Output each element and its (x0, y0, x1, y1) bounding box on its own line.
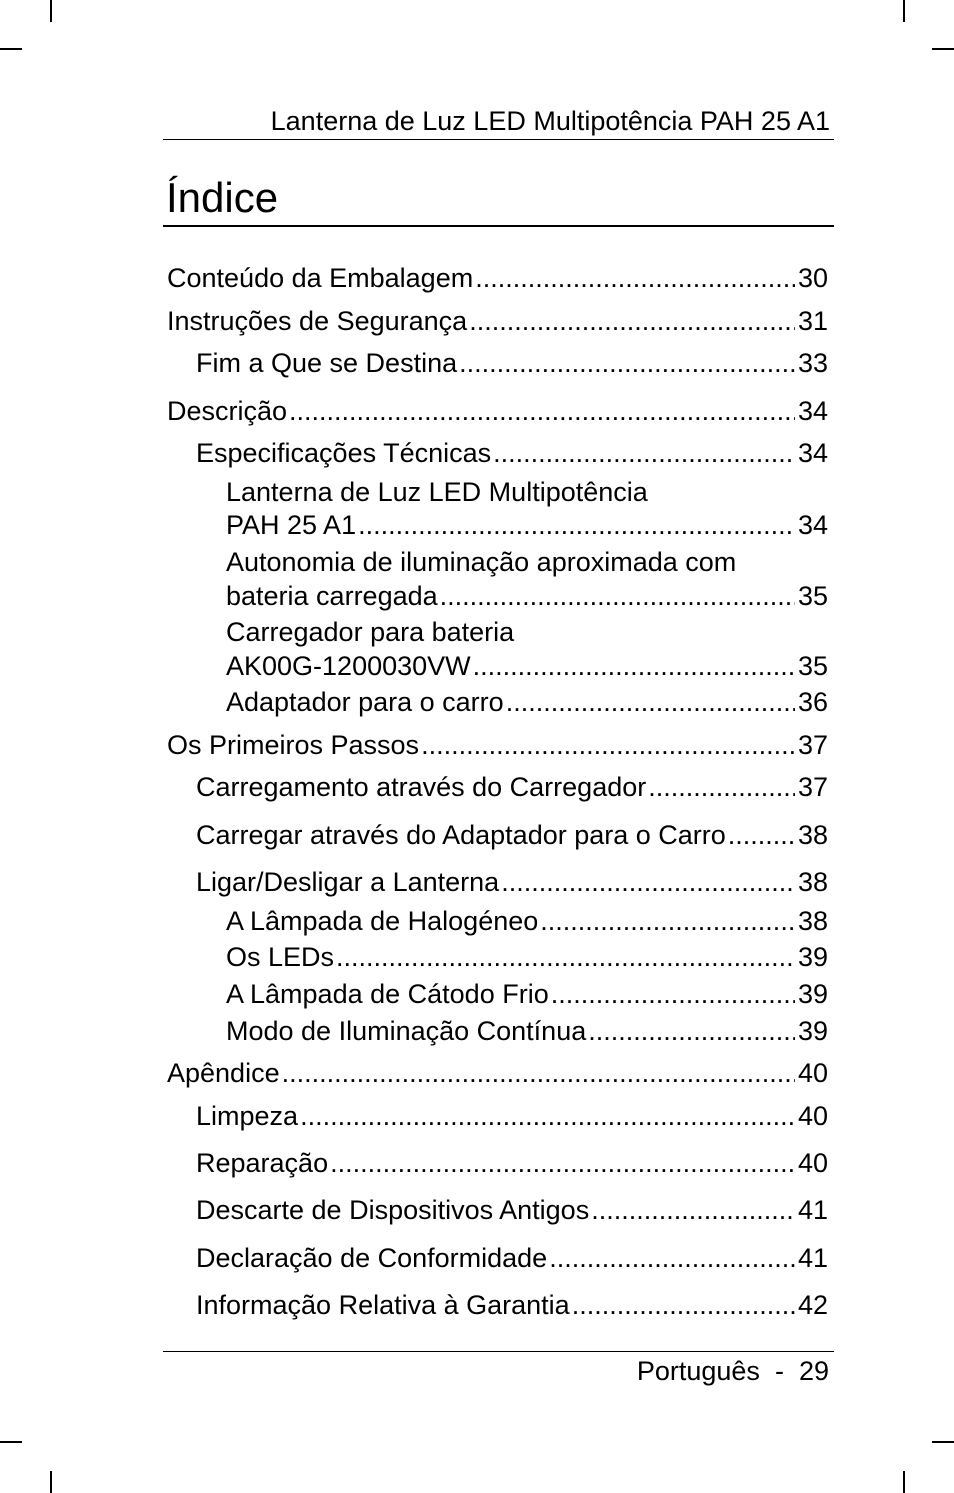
toc-entry-label: Os Primeiros Passos (167, 730, 420, 760)
toc-entry-label: Informação Relativa à Garantia (196, 1290, 570, 1320)
dot-leader (728, 818, 795, 852)
dot-leader (648, 770, 795, 804)
toc-entry-page: 39 (797, 979, 828, 1009)
toc-entry-page: 30 (797, 263, 828, 293)
toc-entry-lampada-catodo-frio[interactable] (226, 977, 828, 1011)
dot-leader (588, 1014, 795, 1048)
dot-leader (336, 940, 795, 974)
dot-leader (572, 1288, 795, 1322)
toc-entry-page: 31 (797, 306, 828, 336)
toc-entry-label: Carregar através do Adaptador para o Carro (196, 820, 726, 850)
footer-separator: - (774, 1356, 784, 1386)
toc-entry-label: Apêndice (167, 1058, 280, 1088)
toc-entry-label: Fim a Que se Destina (196, 348, 458, 378)
dot-leader (459, 346, 795, 380)
toc-entry-descricao[interactable] (167, 394, 828, 428)
dot-leader (501, 865, 795, 899)
toc-entry-label: Os LEDs (226, 942, 335, 972)
toc-entry-informacao-garantia[interactable] (196, 1288, 828, 1322)
toc-entry-label: Carregamento através do Carregador (196, 772, 647, 802)
toc-entry-page: 37 (797, 772, 828, 802)
toc-entry-label: Descrição (167, 396, 288, 426)
crop-mark-bottom-left (50, 1471, 52, 1493)
toc-entry-page: 42 (797, 1290, 828, 1320)
toc-entry-label: A Lâmpada de Cátodo Frio (226, 979, 549, 1009)
dot-leader (469, 304, 795, 338)
toc-entry-fim-a-que-se-destina[interactable] (196, 346, 828, 380)
toc-entry-os-leds[interactable] (226, 940, 828, 974)
toc-entry-label: Instruções de Segurança (167, 306, 468, 336)
toc-entry-page: 38 (797, 820, 828, 850)
toc-entry-page: 39 (797, 942, 828, 972)
dot-leader (300, 1099, 795, 1133)
footer-language: Português (636, 1356, 760, 1386)
toc-entry-page: 34 (797, 438, 828, 468)
toc-entry-lampada-halogeneo[interactable] (226, 904, 828, 938)
toc-entry-page: 38 (797, 906, 828, 936)
dot-leader (551, 977, 795, 1011)
title-rule (163, 225, 834, 227)
toc-entry-page: 40 (797, 1101, 828, 1131)
dot-leader (549, 1241, 795, 1275)
toc-entry-page: 41 (797, 1195, 828, 1225)
toc-entry-label: Reparação (196, 1148, 329, 1178)
toc-entry-instrucoes-de-seguranca[interactable] (167, 304, 828, 338)
toc-entry-autonomia-bateria[interactable] (226, 579, 828, 613)
dot-leader (358, 508, 795, 542)
dot-leader (330, 1146, 795, 1180)
toc-entry-label: Conteúdo da Embalagem (167, 263, 474, 293)
toc-entry-label: A Lâmpada de Halogéneo (226, 906, 539, 936)
toc-entry-carregamento-carregador[interactable] (196, 770, 828, 804)
running-header: Lanterna de Luz LED Multipotência PAH 25 A1 (270, 106, 830, 136)
toc-entry-label: AK00G-1200030VW (226, 651, 471, 681)
toc-entry-page: 38 (797, 867, 828, 897)
toc-entry-carregador-ak00g[interactable] (226, 649, 828, 683)
toc-entry-adaptador-para-o-carro[interactable] (226, 685, 828, 719)
toc-entry-label: Limpeza (196, 1101, 299, 1131)
crop-mark-bottom-right (903, 1471, 905, 1493)
toc-entry-label: Modo de Iluminação Contínua (226, 1016, 587, 1046)
dot-leader (473, 649, 795, 683)
footer-rule (163, 1351, 834, 1352)
toc-entry-conteudo-da-embalagem[interactable] (167, 261, 828, 295)
crop-mark-top-left (50, 0, 52, 22)
toc-entry-page: 34 (797, 510, 828, 540)
toc-entry-page: 40 (797, 1148, 828, 1178)
crop-mark-top-right (903, 0, 905, 22)
dot-leader (591, 1193, 795, 1227)
page-footer (637, 1354, 829, 1388)
toc-entry-label: Especificações Técnicas (196, 438, 492, 468)
toc-entry-label: Declaração de Conformidade (196, 1243, 548, 1273)
toc-entry-label: bateria carregada (226, 581, 438, 611)
toc-entry-label: Ligar/Desligar a Lanterna (196, 867, 500, 897)
toc-entry-page: 35 (797, 651, 828, 681)
crop-mark-top-left-h (0, 48, 22, 50)
toc-entry-declaracao-conformidade[interactable] (196, 1241, 828, 1275)
crop-mark-bottom-left-h (0, 1441, 22, 1443)
toc-entry-label: Adaptador para o carro (226, 687, 504, 717)
crop-mark-top-right-h (932, 48, 954, 50)
toc-entry-apendice[interactable] (167, 1056, 828, 1090)
page-title: Índice (166, 174, 279, 221)
dot-leader (440, 579, 795, 613)
dot-leader (421, 728, 795, 762)
toc-entry-page: 37 (797, 730, 828, 760)
dot-leader (506, 685, 795, 719)
toc-entry-carregar-adaptador-carro[interactable] (196, 818, 828, 852)
toc-entry-page: 40 (797, 1058, 828, 1088)
toc-entry-page: 33 (797, 348, 828, 378)
toc-entry-carregador-line1[interactable]: Carregador para bateria (226, 617, 515, 647)
dot-leader (289, 394, 795, 428)
toc-entry-label: Descarte de Dispositivos Antigos (196, 1195, 590, 1225)
toc-entry-page: 41 (797, 1243, 828, 1273)
toc-entry-page: 34 (797, 396, 828, 426)
toc-entry-descarte-dispositivos[interactable] (196, 1193, 828, 1227)
toc-entry-page: 35 (797, 581, 828, 611)
toc-entry-lanterna-line1[interactable]: Lanterna de Luz LED Multipotência (226, 477, 648, 507)
dot-leader (540, 904, 795, 938)
crop-mark-bottom-right-h (932, 1441, 954, 1443)
dot-leader (282, 1056, 795, 1090)
toc-entry-limpeza[interactable] (196, 1099, 828, 1133)
toc-entry-ligar-desligar-lanterna[interactable] (196, 865, 828, 899)
toc-entry-modo-iluminacao-continua[interactable] (226, 1014, 828, 1048)
toc-entry-label: PAH 25 A1 (226, 510, 357, 540)
toc-entry-os-primeiros-passos[interactable] (167, 728, 828, 762)
toc-entry-page: 39 (797, 1016, 828, 1046)
toc-entry-lanterna-pah25a1[interactable] (226, 508, 828, 542)
dot-leader (493, 436, 795, 470)
toc-entry-page: 36 (797, 687, 828, 717)
header-rule (163, 139, 834, 140)
dot-leader (475, 261, 795, 295)
toc-entry-autonomia-line1[interactable]: Autonomia de iluminação aproximada com (226, 547, 737, 577)
toc-entry-especificacoes-tecnicas[interactable] (196, 436, 828, 470)
toc-entry-reparacao[interactable] (196, 1146, 828, 1180)
footer-page-number: 29 (798, 1356, 829, 1386)
